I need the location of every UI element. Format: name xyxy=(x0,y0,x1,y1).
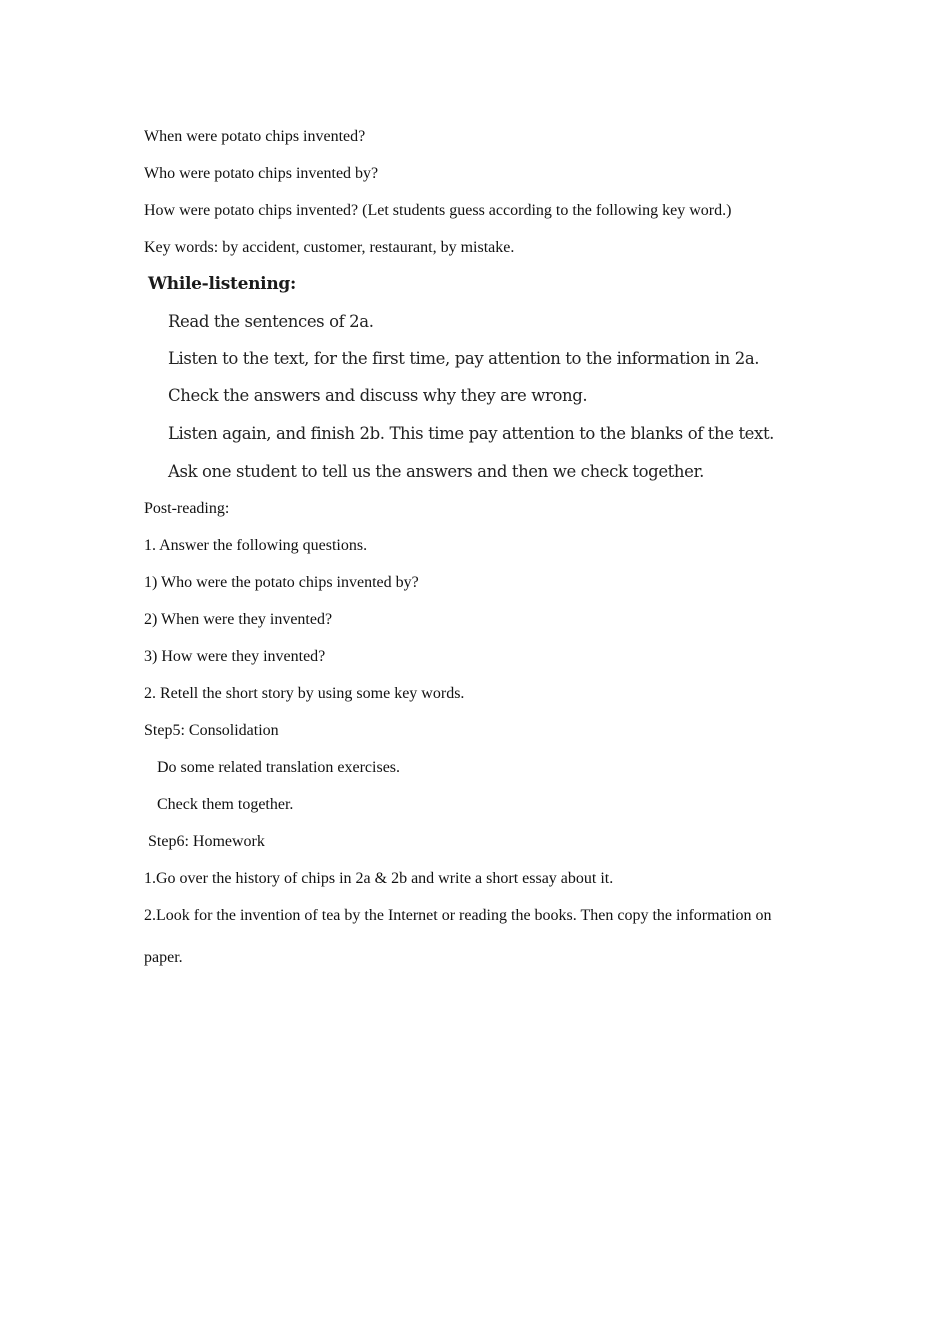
step6-item-1: 1.Go over the history of chips in 2a & 2b and write a short essay about it. xyxy=(144,870,614,887)
step6-item-2-continued: paper. xyxy=(144,949,183,966)
step5-item: Check them together. xyxy=(157,796,294,813)
intro-question-how: How were potato chips invented? (Let students guess according to the following key word.) xyxy=(144,202,732,219)
post-reading-question: 1) Who were the potato chips invented by? xyxy=(144,574,419,591)
while-listening-item: Listen to the text, for the first time, pay attention to the information in 2a. xyxy=(168,349,760,368)
step6-heading: Step6: Homework xyxy=(148,833,265,850)
while-listening-heading: While-listening: xyxy=(148,274,296,294)
intro-question-when: When were potato chips invented? xyxy=(144,128,366,145)
post-reading-task-1: 1. Answer the following questions. xyxy=(144,537,368,554)
step5-heading: Step5: Consolidation xyxy=(144,722,279,739)
while-listening-item: Check the answers and discuss why they are wrong. xyxy=(168,386,588,405)
step5-item: Do some related translation exercises. xyxy=(157,759,401,776)
post-reading-question: 3) How were they invented? xyxy=(144,648,326,665)
while-listening-item: Listen again, and finish 2b. This time pay attention to the blanks of the text. xyxy=(168,424,775,443)
key-words-line: Key words: by accident, customer, restaurant, by mistake. xyxy=(144,239,515,256)
while-listening-item: Ask one student to tell us the answers and then we check together. xyxy=(168,462,705,481)
post-reading-heading: Post-reading: xyxy=(144,500,230,517)
while-listening-section xyxy=(148,272,775,492)
intro-question-who: Who were potato chips invented by? xyxy=(144,165,379,182)
post-reading-task-2: 2. Retell the short story by using some key words. xyxy=(144,685,465,702)
while-listening-item: Read the sentences of 2a. xyxy=(168,312,374,331)
post-reading-question: 2) When were they invented? xyxy=(144,611,333,628)
step6-item-2: 2.Look for the invention of tea by the Internet or reading the books. Then copy the information on xyxy=(144,907,772,924)
